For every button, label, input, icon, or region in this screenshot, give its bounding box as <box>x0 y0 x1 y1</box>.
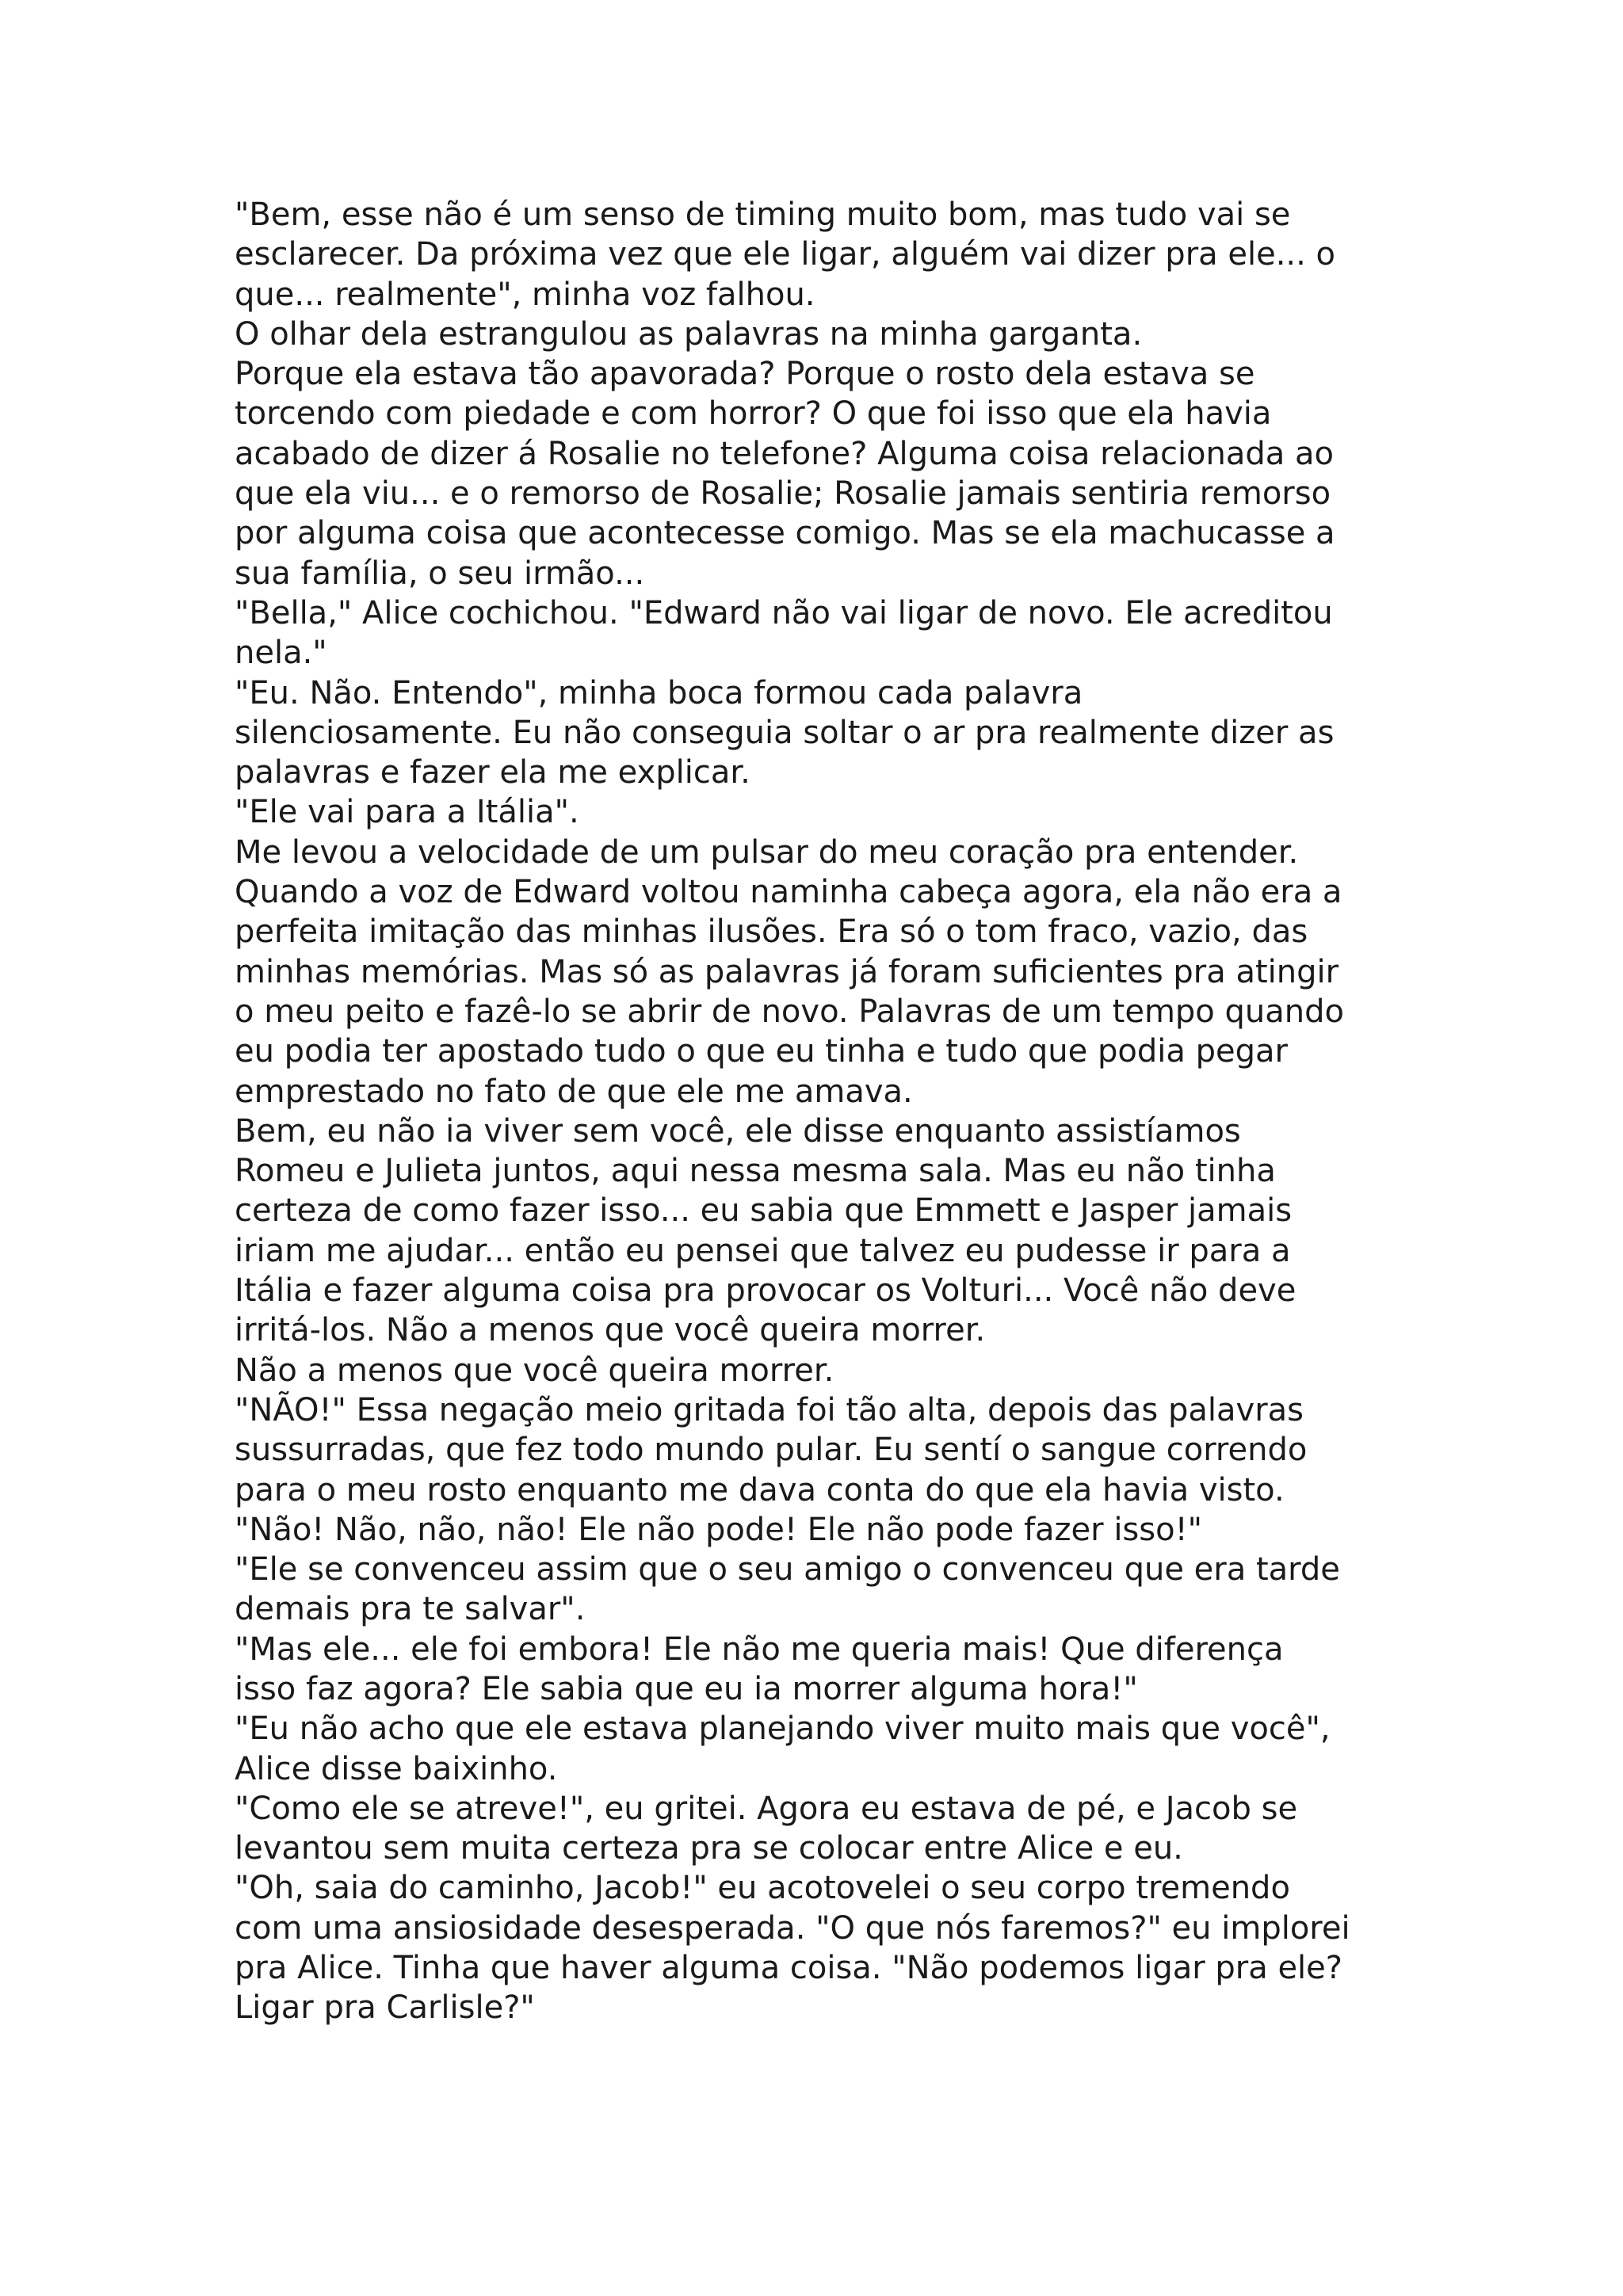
text-line: certeza de como fazer isso... eu sabia que Emmett e Jasper jamais <box>235 1192 1293 1230</box>
text-line: "Eu. Não. Entendo", minha boca formou cada palavra <box>235 674 1083 711</box>
text-line: Ligar pra Carlisle?" <box>235 1989 535 2027</box>
text-line: "Como ele se atreve!", eu gritei. Agora eu estava de pé, e Jacob se <box>235 1790 1298 1827</box>
text-line: emprestado no fato de que ele me amava. <box>235 1073 913 1110</box>
text-line: irritá-los. Não a menos que você queira morrer. <box>235 1312 986 1349</box>
text-line: O olhar dela estrangulou as palavras na minha garganta. <box>235 315 1143 353</box>
text-line: que... realmente", minha voz falhou. <box>235 276 815 313</box>
text-line: "NÃO!" Essa negação meio gritada foi tão alta, depois das palavras <box>235 1391 1304 1428</box>
body-text <box>235 195 1407 2028</box>
text-line: eu podia ter apostado tudo o que eu tinha e tudo que podia pegar <box>235 1033 1288 1070</box>
text-line: sua família, o seu irmão... <box>235 555 645 592</box>
text-line: "Não! Não, não, não! Ele não pode! Ele não pode fazer isso!" <box>235 1511 1203 1548</box>
text-line: Bem, eu não ia viver sem você, ele disse enquanto assistíamos <box>235 1112 1241 1150</box>
text-line: "Ele vai para a Itália". <box>235 794 579 831</box>
text-line: com uma ansiosidade desesperada. "O que nós faremos?" eu implorei <box>235 1909 1350 1947</box>
text-line: por alguma coisa que acontecesse comigo. Mas se ela machucasse a <box>235 515 1335 552</box>
text-line: Romeu e Julieta juntos, aqui nessa mesma sala. Mas eu não tinha <box>235 1153 1276 1190</box>
text-line: "Oh, saia do caminho, Jacob!" eu acotovelei o seu corpo tremendo <box>235 1870 1290 1907</box>
text-line: "Ele se convenceu assim que o seu amigo o convenceu que era tarde <box>235 1551 1340 1589</box>
text-line: sussurradas, que fez todo mundo pular. Eu sentí o sangue correndo <box>235 1432 1308 1469</box>
text-line: pra Alice. Tinha que haver alguma coisa. "Não podemos ligar pra ele? <box>235 1950 1343 1987</box>
text-line: Alice disse baixinho. <box>235 1750 558 1787</box>
text-line: esclarecer. Da próxima vez que ele ligar, alguém vai dizer pra ele... o <box>235 236 1336 273</box>
text-line: Me levou a velocidade de um pulsar do meu coração pra entender. <box>235 833 1299 871</box>
text-line: acabado de dizer á Rosalie no telefone? Alguma coisa relacionada ao <box>235 435 1334 472</box>
text-line: o meu peito e fazê-lo se abrir de novo. Palavras de um tempo quando <box>235 993 1344 1030</box>
text-line: "Bem, esse não é um senso de timing muito bom, mas tudo vai se <box>235 196 1291 233</box>
text-line: perfeita imitação das minhas ilusões. Era só o tom fraco, vazio, das <box>235 913 1308 951</box>
text-line: Quando a voz de Edward voltou naminha cabeça agora, ela não era a <box>235 874 1342 911</box>
text-line: Não a menos que você queira morrer. <box>235 1352 834 1389</box>
text-line: isso faz agora? Ele sabia que eu ia morrer alguma hora!" <box>235 1670 1138 1707</box>
text-line: "Mas ele... ele foi embora! Ele não me queria mais! Que diferença <box>235 1630 1284 1668</box>
text-line: "Eu não acho que ele estava planejando viver muito mais que você", <box>235 1711 1331 1748</box>
text-line: que ela viu... e o remorso de Rosalie; Rosalie jamais sentiria remorso <box>235 475 1331 513</box>
text-line: palavras e fazer ela me explicar. <box>235 754 750 791</box>
text-line: nela." <box>235 635 327 672</box>
text-line: Porque ela estava tão apavorada? Porque o rosto dela estava se <box>235 356 1255 393</box>
text-line: Itália e fazer alguma coisa pra provocar os Volturi... Você não deve <box>235 1272 1296 1310</box>
text-line: "Bella," Alice cochichou. "Edward não vai ligar de novo. Ele acreditou <box>235 594 1333 631</box>
text-line: demais pra te salvar". <box>235 1591 586 1628</box>
text-line: iriam me ajudar... então eu pensei que talvez eu pudesse ir para a <box>235 1232 1291 1269</box>
text-line: silenciosamente. Eu não conseguia soltar o ar pra realmente dizer as <box>235 714 1335 751</box>
text-line: para o meu rosto enquanto me dava conta do que ela havia visto. <box>235 1471 1285 1508</box>
text-line: torcendo com piedade e com horror? O que foi isso que ela havia <box>235 395 1272 433</box>
text-line: levantou sem muita certeza pra se colocar entre Alice e eu. <box>235 1830 1183 1867</box>
text-line: minhas memórias. Mas só as palavras já foram suficientes pra atingir <box>235 953 1339 990</box>
